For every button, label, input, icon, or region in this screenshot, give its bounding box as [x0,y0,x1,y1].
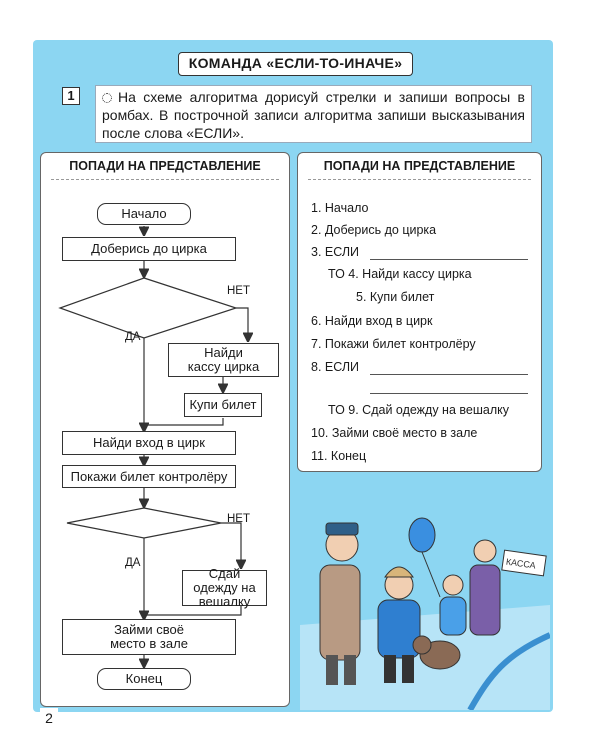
buy-ticket-step: Купи билет [184,393,262,417]
decision1-yes-label: ДА [125,331,141,343]
task-text: На схеме алгоритма дорисуй стрелки и запиши вопросы в ромбах. В построчной записи алгоритма запиши высказывания после слова «ЕСЛИ». [102,89,525,141]
take-seat-step: Займи своё место в зале [62,619,236,655]
flowchart-title: ПОПАДИ НА ПРЕДСТАВЛЕНИЕ [69,159,261,173]
page-number: 2 [40,708,58,728]
listing-line-6: 6. Найди вход в цирк [311,314,433,328]
decision2-no-label: НЕТ [227,513,250,525]
listing-panel [297,152,542,472]
decision-diamond-2 [67,508,221,538]
task-bullet-icon [102,93,112,103]
listing-line-11: 11. Конец [311,449,367,463]
show-ticket-step: Покажи билет контролёру [62,465,236,488]
listing-line-8: 8. ЕСЛИ [311,360,360,374]
reach-circus-step: Доберись до цирка [62,237,236,261]
circus-illustration [300,505,550,710]
answer-line-1[interactable] [370,259,528,260]
coat-check-step: Сдай одежду на вешалку [182,570,267,606]
decision2-yes-label: ДА [125,557,141,569]
listing-line-2: 2. Доберись до цирка [311,223,437,237]
small-girl [440,575,466,635]
start-terminal: Начало [97,203,191,225]
listing-line-3: 3. ЕСЛИ [311,245,360,259]
listing-line-1: 1. Начало [311,201,369,215]
balloon-icon [409,518,440,597]
end-terminal: Конец [97,668,191,690]
decision-diamond-1 [60,278,236,338]
flowchart-panel [40,152,290,707]
listing-line-7: 7. Покажи билет контролёру [311,337,476,351]
listing-line-10: 10. Займи своё место в зале [311,426,478,440]
page-title: КОМАНДА «ЕСЛИ-ТО-ИНАЧЕ» [178,52,413,76]
find-ticket-office-step: Найди кассу цирка [168,343,279,377]
answer-line-2[interactable] [370,374,528,375]
decision1-no-label: НЕТ [227,285,250,297]
listing-line-9: ТО 9. Сдай одежду на вешалку [328,403,509,417]
woman-in-dress [470,540,500,635]
sign-text: КАССА [505,556,537,571]
divider [308,179,531,180]
listing-title: ПОПАДИ НА ПРЕДСТАВЛЕНИЕ [323,159,516,173]
task-instructions [95,85,532,143]
answer-line-3[interactable] [370,393,528,394]
listing-line-5: 5. Купи билет [356,290,435,304]
task-number: 1 [62,87,80,105]
find-entrance-step: Найди вход в цирк [62,431,236,455]
ticket-office-sign [502,550,546,576]
listing-line-4: ТО 4. Найди кассу цирка [328,267,472,281]
